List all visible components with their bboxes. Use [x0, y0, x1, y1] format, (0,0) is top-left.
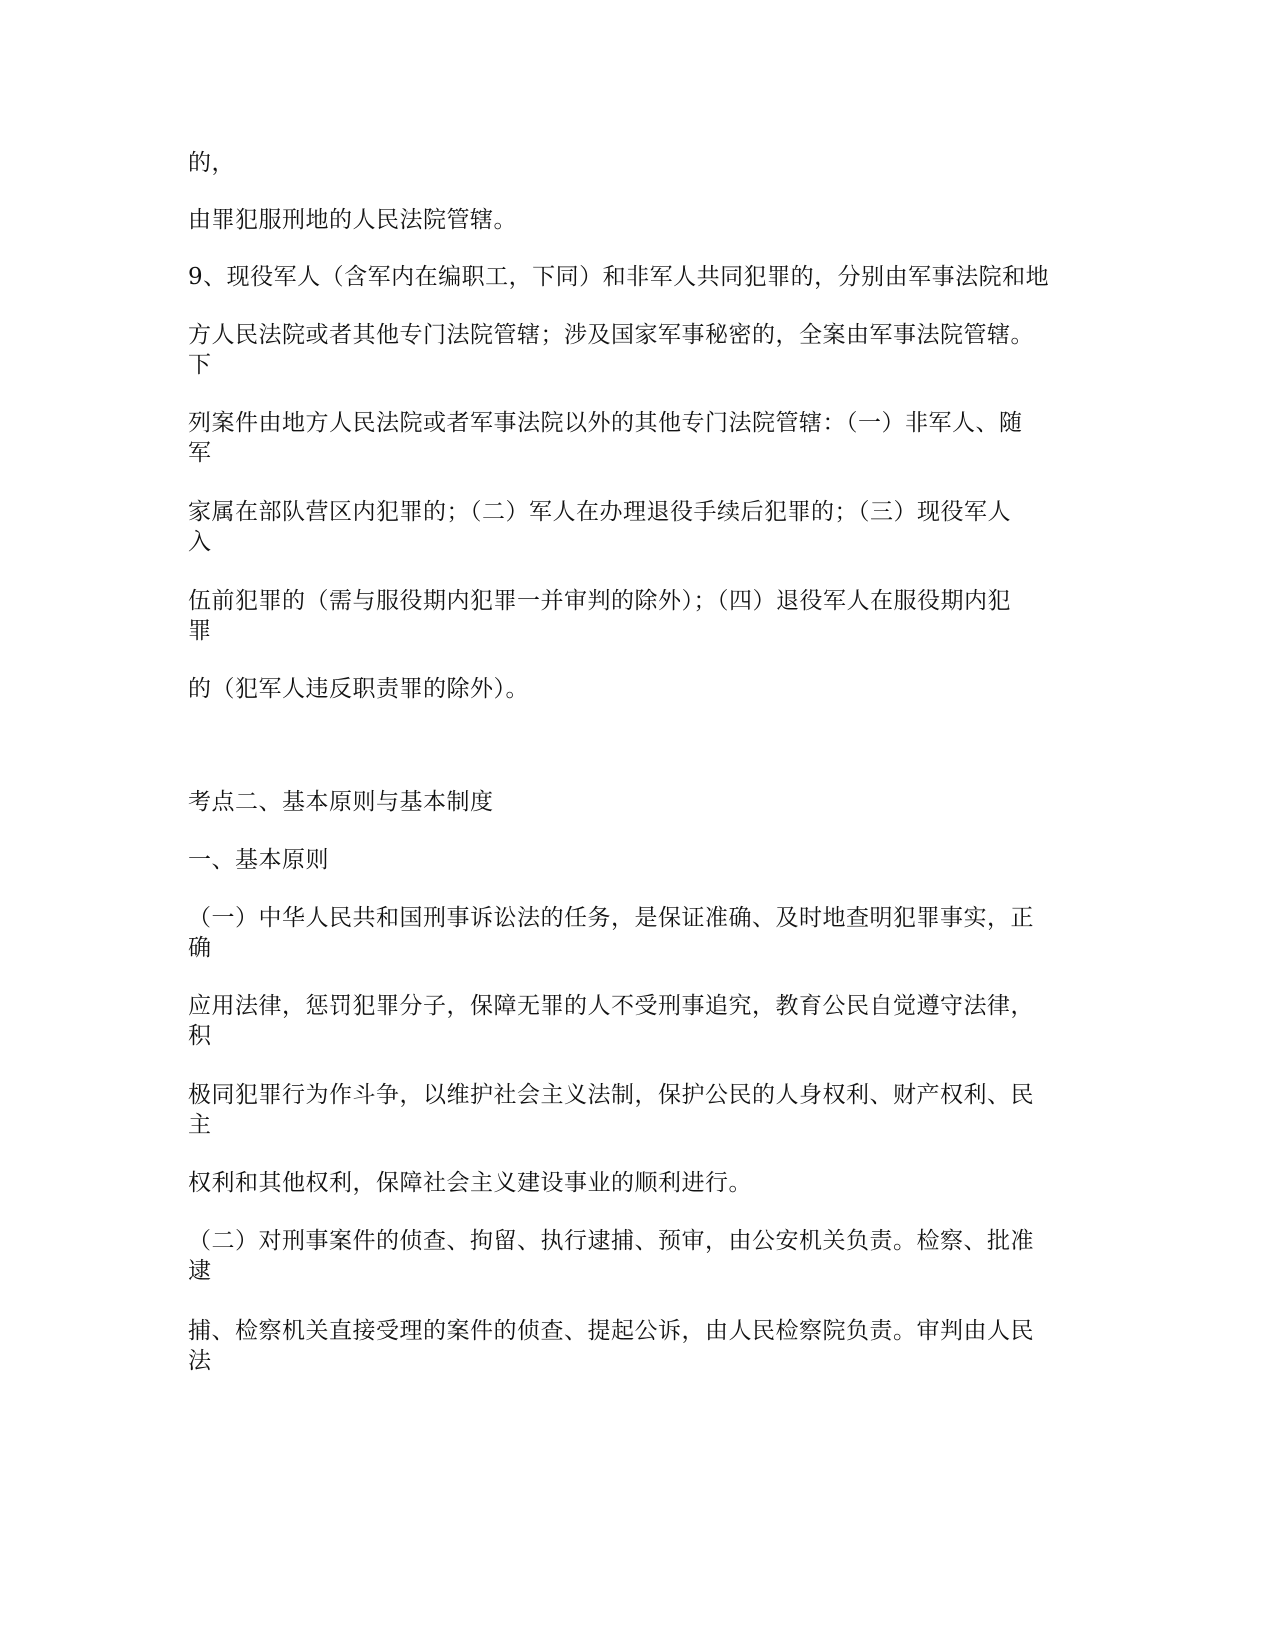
- text-line: 列案件由地方人民法院或者军事法院以外的其他专门法院管辖：（一）非军人、随: [188, 410, 1023, 436]
- text-line: （二）对刑事案件的侦查、拘留、执行逮捕、预审，由公安机关负责。检察、批准: [188, 1228, 1034, 1254]
- text-line: 军: [188, 440, 211, 466]
- text-line: 入: [188, 529, 211, 555]
- text-line: 捕、检察机关直接受理的案件的侦查、提起公诉，由人民检察院负责。审判由人民: [188, 1318, 1034, 1344]
- text-line: 应用法律，惩罚犯罪分子，保障无罪的人不受刑事追究，教育公民自觉遵守法律，: [188, 993, 1034, 1019]
- section-heading: 考点二、基本原则与基本制度: [188, 789, 494, 815]
- text-line: 确: [188, 935, 211, 961]
- text-line: 由罪犯服刑地的人民法院管辖。: [188, 207, 517, 233]
- text-line: 伍前犯罪的（需与服役期内犯罪一并审判的除外）；（四）退役军人在服役期内犯: [188, 588, 1011, 614]
- text-line: 极同犯罪行为作斗争，以维护社会主义法制，保护公民的人身权利、财产权利、民: [188, 1082, 1034, 1108]
- text-line: 下: [188, 352, 211, 378]
- text-line: 家属在部队营区内犯罪的；（二）军人在办理退役手续后犯罪的；（三）现役军人: [188, 499, 1011, 525]
- text-line: 主: [188, 1112, 211, 1138]
- text-line: 的，: [188, 150, 235, 176]
- text-line: 方人民法院或者其他专门法院管辖；涉及国家军事秘密的，全案由军事法院管辖。: [188, 322, 1034, 348]
- text-line: 9、现役军人（含军内在编职工，下同）和非军人共同犯罪的，分别由军事法院和地: [188, 264, 1050, 290]
- text-line: （一）中华人民共和国刑事诉讼法的任务，是保证准确、及时地查明犯罪事实，正: [188, 905, 1034, 931]
- text-line: 逮: [188, 1258, 211, 1284]
- text-line: 权利和其他权利，保障社会主义建设事业的顺利进行。: [188, 1170, 752, 1196]
- text-line: 罪: [188, 618, 211, 644]
- text-line: 积: [188, 1023, 211, 1049]
- text-line: 法: [188, 1348, 211, 1374]
- subsection-heading: 一、基本原则: [188, 847, 329, 873]
- text-line: 的（犯军人违反职责罪的除外）。: [188, 676, 529, 702]
